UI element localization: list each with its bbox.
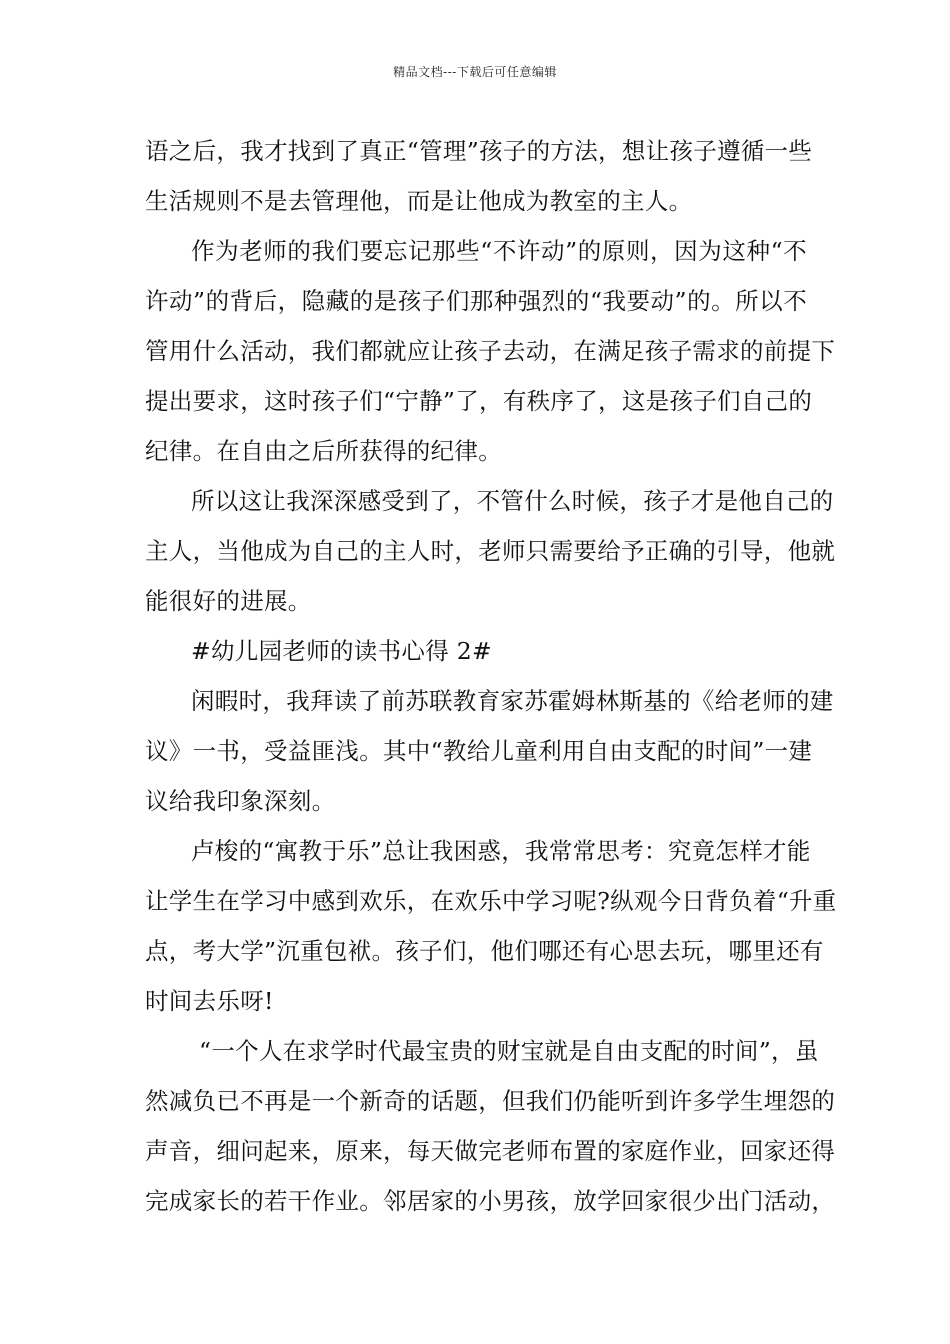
- text-line: 语之后，我才找到了真正“管理”孩子的方法，想让孩子遵循一些: [145, 137, 813, 165]
- text-line: 时间去乐呀!: [145, 987, 274, 1015]
- text-line: 卢梭的“寓教于乐”总让我困惑，我常常思考：究竟怎样才能: [191, 837, 811, 865]
- text-line: 议给我印象深刻。: [145, 787, 336, 815]
- text-line: 然减负已不再是一个新奇的话题，但我们仍能听到许多学生埋怨的: [145, 1087, 836, 1115]
- text-line: 能很好的进展。: [145, 587, 312, 615]
- text-line: 完成家长的若干作业。邻居家的小男孩，放学回家很少出门活动，: [145, 1187, 836, 1215]
- text-line: “一个人在求学时代最宝贵的财宝就是自由支配的时间”，虽: [199, 1037, 819, 1065]
- text-line: 管用什么活动，我们都就应让孩子去动，在满足孩子需求的前提下: [145, 337, 836, 365]
- text-line: 生活规则不是去管理他，而是让他成为教室的主人。: [145, 187, 693, 215]
- text-line: 闲暇时，我拜读了前苏联教育家苏霍姆林斯基的《给老师的建: [191, 687, 834, 715]
- text-line: 点，考大学”沉重包袱。孩子们，他们哪还有心思去玩，哪里还有: [145, 937, 824, 965]
- text-line: 所以这让我深深感受到了，不管什么时候，孩子才是他自己的: [191, 487, 834, 515]
- text-line: 主人，当他成为自己的主人时，老师只需要给予正确的引导，他就: [145, 537, 836, 565]
- text-line: 许动”的背后，隐藏的是孩子们那种强烈的“我要动”的。所以不: [145, 287, 807, 315]
- text-line: 提出要求，这时孩子们“宁静”了，有秩序了，这是孩子们自己的: [145, 387, 813, 415]
- text-line: 议》一书，受益匪浅。其中“教给儿童利用自由支配的时间”一建: [145, 737, 813, 765]
- text-line: 作为老师的我们要忘记那些“不许动”的原则，因为这种“不: [191, 237, 807, 265]
- text-line: 让学生在学习中感到欢乐，在欢乐中学习呢?纵观今日背负着“升重: [145, 887, 837, 915]
- text-line: 纪律。在自由之后所获得的纪律。: [145, 437, 502, 465]
- page-header: 精品文档---下载后可任意编辑: [393, 65, 557, 79]
- section-heading: #幼儿园老师的读书心得 2#: [191, 637, 493, 665]
- text-line: 声音，细问起来，原来，每天做完老师布置的家庭作业，回家还得: [145, 1137, 836, 1165]
